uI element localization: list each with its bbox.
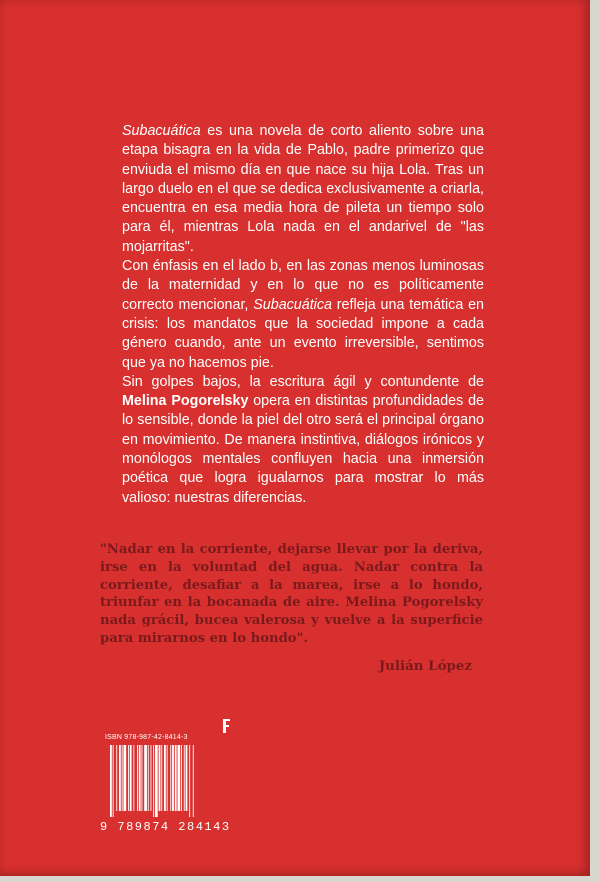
blurb-text: es una novela de corto aliento sobre una etapa bisagra en la vida de Pablo, padre primerizo que enviuda el mismo día en que nace su hija Lola. Tras un largo duelo en el que se dedica exclusivamente a criarla, encuentra en esa media hora de pileta un tiempo solo para él, mientras Lola nada en el andarivel de "las mojarritas". — [122, 123, 484, 255]
barcode-digits: 9 789874 284143 — [100, 820, 231, 834]
isbn-label: ISBN 978-987-42-8414-3 — [105, 734, 188, 741]
blurb-text: opera en distintas profundidades de lo sensible, donde la piel del otro será el principal órgano en movimiento. De manera instintiva, diálogos irónicos y monólogos mentales confluyen hacia una inmersión poética que logra igualarnos para mostrar lo más valioso: nuestras diferencias. — [122, 393, 484, 506]
blurb-paragraph-1 — [122, 122, 484, 257]
blurb-text: refleja una temática en crisis: los mandatos que la sociedad impone a cada género cuando, ante un evento irreversible, sentimos que ya no hacemos pie. — [122, 296, 484, 371]
publisher-logo-icon — [221, 717, 233, 735]
blurb-paragraph-2 — [122, 257, 484, 373]
blurb-paragraph-3 — [122, 373, 484, 508]
quote-author: Julián López — [378, 658, 472, 674]
book-blurb — [122, 122, 484, 508]
blurb-text: Con énfasis en el lado b, en las zonas menos luminosas de la maternidad y en lo que no es políticamente correcto mencionar, — [122, 258, 484, 313]
barcode-icon — [100, 745, 231, 820]
book-title-italic: Subacuática — [122, 123, 201, 139]
book-title-italic: Subacuática — [253, 296, 332, 313]
review-quote: "Nadar en la corriente, dejarse llevar por la deriva, irse en la voluntad del agua. Nadar contra la corriente, desafiar a la marea, irse a lo hondo, triunfar en la bocanada de aire. Melina Pogorelsky nada grácil, bucea valerosa y vuelve a la superficie para mirarnos en lo hondo". — [100, 542, 483, 646]
blurb-text: Sin golpes bajos, la escritura ágil y contundente de — [122, 373, 484, 390]
isbn-barcode — [100, 725, 231, 835]
author-name-bold: Melina Pogorelsky — [122, 393, 249, 410]
